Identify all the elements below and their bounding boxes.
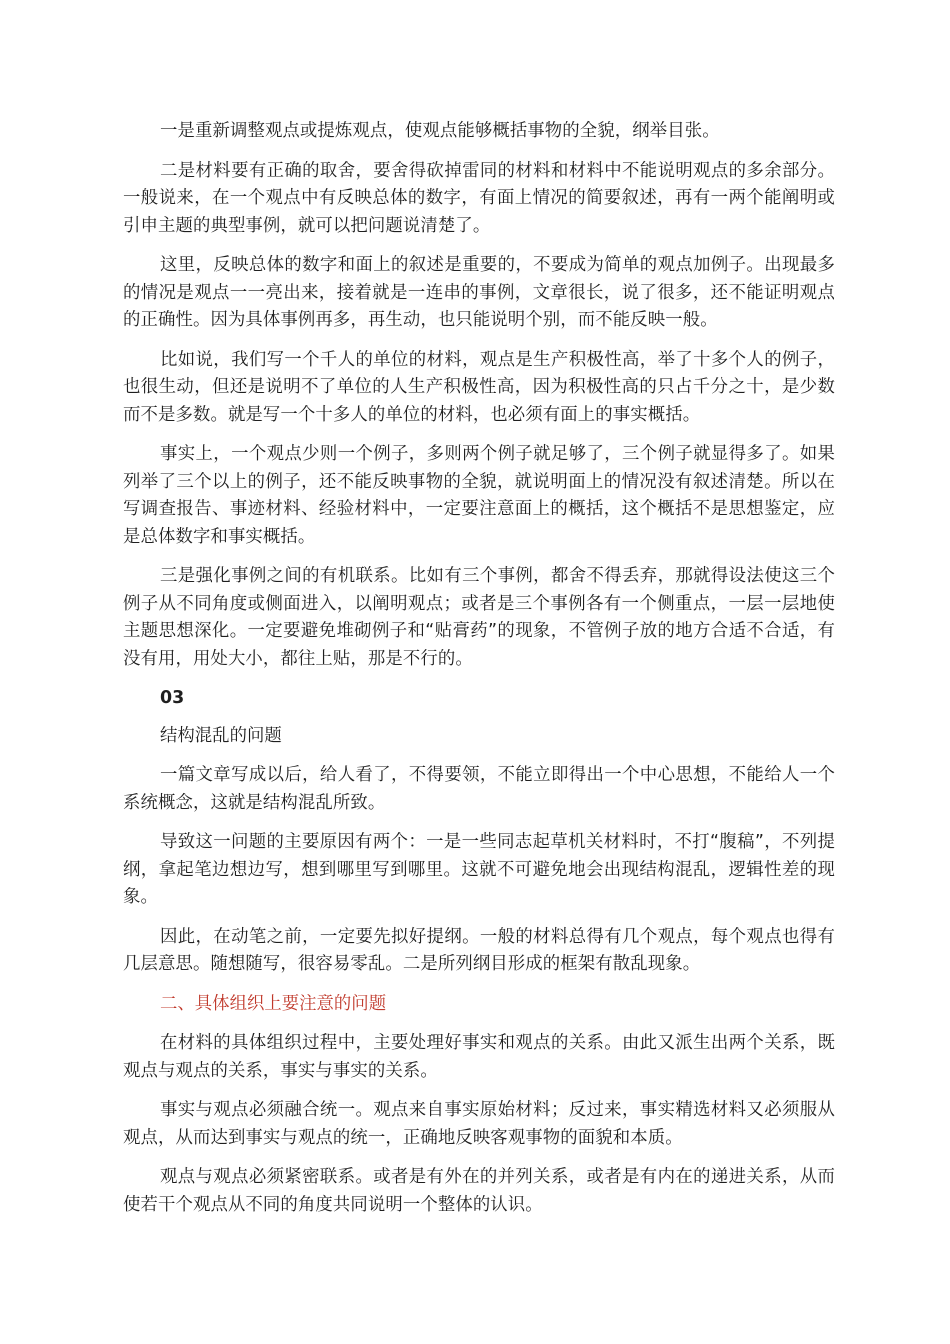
red-heading: 二、具体组织上要注意的问题 <box>160 993 387 1014</box>
paragraph-fact-viewpoint-unity: 事实与观点必须融合统一。观点来自事实原始材料；反过来，事实精选材料又必须服从观点，从而达到事实与观点的统一，正确地反映客观事物的面貌和本质。 <box>123 1100 835 1148</box>
paragraph-adjust-viewpoint: 一是重新调整观点或提炼观点，使观点能够概括事物的全貌，纲举目张。 <box>160 121 720 141</box>
paragraph-material-selection: 二是材料要有正确的取舍，要舍得砍掉雷同的材料和材料中不能说明观点的多余部分。一般说来，在一个观点中有反映总体的数字，有面上情况的简要叙述，再有一两个能阐明或引申主题的典型事例，就可以把问题说清楚了。 <box>123 160 835 236</box>
paragraph-fact-viewpoint-relation: 在材料的具体组织过程中，主要处理好事实和观点的关系。由此又派生出两个关系，既观点与观点的关系，事实与事实的关系。 <box>123 1033 835 1081</box>
paragraph-number-of-examples: 事实上，一个观点少则一个例子，多则两个例子就足够了，三个例子就显得多了。如果列举了三个以上的例子，还不能反映事物的全貌，就说明面上的情况没有叙述清楚。所以在写调查报告、事迹材料、经验材料中，一定要注意面上的概括，这个概括不是思想鉴定，应是总体数字和事实概括。 <box>123 444 835 547</box>
paragraph-overall-numbers: 这里，反映总体的数字和面上的叙述是重要的，不要成为简单的观点加例子。出现最多的情况是观点一一亮出来，接着就是一连串的事例，文章很长，说了很多，还不能证明观点的正确性。因为具体事例再多，再生动，也只能说明个别，而不能反映一般。 <box>123 255 835 330</box>
section-title: 结构混乱的问题 <box>160 725 282 746</box>
paragraph-example-unit: 比如说，我们写一个千人的单位的材料，观点是生产积极性高，举了十多个人的例子，也很生动，但还是说明不了单位的人生产积极性高，因为积极性高的只占千分之十，是少数而不是多数。就是写一个十多人的单位的材料，也必须有面上的事实概括。 <box>123 349 835 425</box>
paragraph-outline-first: 因此，在动笔之前，一定要先拟好提纲。一般的材料总得有几个观点，每个观点也得有几层意思。随想随写，很容易零乱。二是所列纲目形成的框架有散乱现象。 <box>123 926 835 974</box>
section-number: 03 <box>160 688 185 708</box>
paragraph-example-linkage: 三是强化事例之间的有机联系。比如有三个事例，都舍不得丢弃，那就得设法使这三个例子从不同角度或侧面进入，以阐明观点；或者是三个事例各有一个侧重点，一层一层地使主题思想深化。一定要避免堆砌例子和“贴膏药”的现象，不管例子放的地方合适不合适，有没有用，用处大小，都往上贴，那是不行的。 <box>123 566 835 669</box>
document-page <box>123 118 835 1231</box>
paragraph-structure-chaos: 一篇文章写成以后，给人看了，不得要领，不能立即得出一个中心思想，不能给人一个系统概念，这就是结构混乱所致。 <box>123 765 835 813</box>
paragraph-viewpoint-connection: 观点与观点必须紧密联系。或者是有外在的并列关系，或者是有内在的递进关系，从而使若干个观点从不同的角度共同说明一个整体的认识。 <box>123 1167 835 1215</box>
paragraph-main-causes: 导致这一问题的主要原因有两个：一是一些同志起草机关材料时，不打“腹稿”，不列提纲，拿起笔边想边写，想到哪里写到哪里。这就不可避免地会出现结构混乱，逻辑性差的现象。 <box>123 832 835 907</box>
